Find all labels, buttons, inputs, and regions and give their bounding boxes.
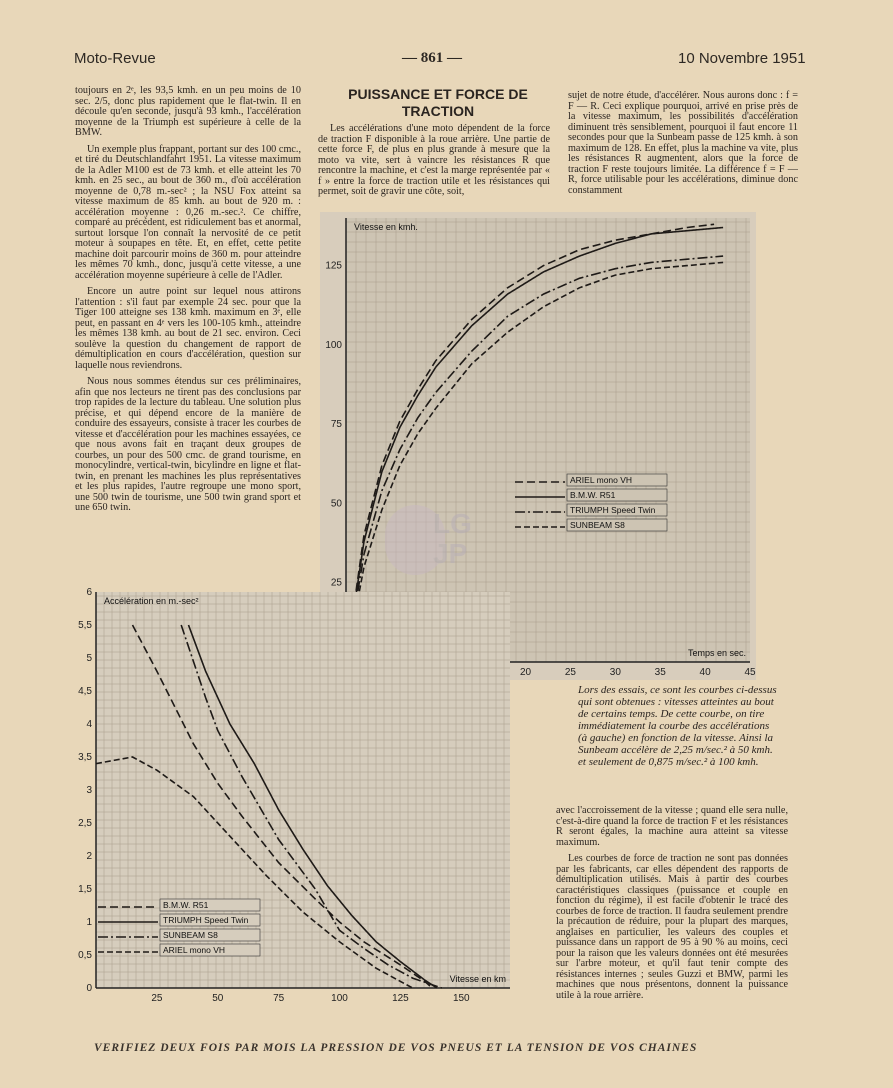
- x-tick-label: 25: [151, 993, 163, 1003]
- paragraph: Les courbes de force de traction ne sont pas données par les fabricants, car elles dépendent des rapports de démultiplication utilisés. Mais à partir des courbes caractéristiques classiques (puissance et couple en fonction du régime), il est facile d'obtenir le tracé des courbes de force de traction. Il faudra seulement prendre la précaution de réduire, pour la plupart des marques, anglaises en particulier, les valeurs des couples et puissance dans un rapport de 95 à 90 % au moins, ceci pour la raison que les valeurs données ont été mesurées sur l'arbre moteur, et qu'il faut tenir compte des résistances internes ; seules Guzzi et BMW, parmi les machines que nous présentons, donnent la puissance utile à la roue arrière.: [556, 853, 788, 1001]
- chart-caption: Lors des essais, ce sont les courbes ci-dessus qui sont obtenues : vitesses atteintes au bout de certains temps. De cette courbe, on tire immédiatement la courbe des accélérations (à gauche) en fonction de la vitesse. Ainsi la Sunbeam accélère de 2,25 m/sec.² à 50 kmh. et seulement de 0,875 m/sec.² à 100 kmh.: [578, 684, 777, 768]
- y-tick-label: 4: [86, 719, 92, 730]
- left-column: [75, 86, 301, 520]
- legend-label: SUNBEAM S8: [570, 520, 625, 530]
- right-column-lower: [556, 806, 788, 1007]
- x-tick-label: 35: [654, 667, 666, 678]
- x-tick-label: 25: [564, 667, 577, 678]
- legend-label: TRIUMPH Speed Twin: [163, 915, 249, 925]
- issue-date: 10 Novembre 1951: [678, 50, 806, 67]
- y-tick-label: 75: [330, 419, 342, 431]
- paragraph: toujours en 2ᵉ, les 93,5 kmh. en un peu moins de 10 sec. 2/5, donc plus rapidement que le flat-twin. Il en découle qu'en seconde, jusqu'à 93 kmh., l'accélération moyenne de la Triumph est supérieure à celle de la BMW.: [75, 85, 301, 138]
- paragraph: Un exemple plus frappant, portant sur des 100 cmc., et tiré du Deutschlandfahrt 1951. La vitesse maximum de la Adler M100 est de 73 kmh. et elle atteint les 70 kmh. en 25 sec., au bout de 360 m., d'où accélération moyenne de 0,78 m.-sec² ; la NSU Fox atteint sa vitesse maximum de 85 kmh. au bout de 920 m. : accélération moyenne : 0,26 m.-sec.². Ce chiffre, comparé au précédent, est ridiculement bas et anormal, surtout lorsque l'on connaît la nervosité de ce petit moteur à soupapes en tête. Et, en effet, cette petite machine doit parcourir moins de 360 m. pour atteindre les mêmes 70 kmh., donc, jusqu'à cette vitesse, a une accélération moyenne supérieure à celle de l'Adler.: [75, 143, 301, 281]
- x-tick-label: 50: [212, 993, 224, 1003]
- y-tick-label: 2,5: [78, 818, 92, 829]
- legend-label: SUNBEAM S8: [163, 930, 218, 940]
- middle-column: [318, 124, 550, 204]
- acceleration-chart-svg: [70, 588, 510, 1003]
- y-tick-label: 1,5: [78, 884, 92, 895]
- legend-label: ARIEL mono VH: [570, 475, 633, 485]
- acceleration-chart: [70, 588, 510, 1003]
- x-tick-label: 20: [519, 667, 532, 678]
- x-tick-label: 45: [744, 667, 756, 678]
- y-tick-label: 125: [325, 260, 342, 272]
- y-axis-label: Vitesse en kmh.: [354, 222, 418, 232]
- paragraph: Les accélérations d'une moto dépendent de la force de traction F disponible à la roue arrière. Une partie de cette force F, de plus en plus grande à mesure que la moto va vite, sert à vaincre les résistances R que rencontre la machine, et c'est la marge représentée par « f » entre la force de traction utile et les résistances qui permet, soit de gravir une côte, soit,: [318, 123, 550, 197]
- legend-label: TRIUMPH Speed Twin: [570, 505, 656, 515]
- legend-label: B.M.W. R51: [163, 900, 209, 910]
- y-axis-label: Accélération en m.-sec²: [104, 596, 199, 606]
- y-tick-label: 5,5: [78, 620, 92, 631]
- paragraph: Nous nous sommes étendus sur ces préliminaires, afin que nos lecteurs ne tirent pas des conclusions par trop rapides de la lecture du tableau. Une solution plus précise, et qui dépend encore de la manière de conduire des essayeurs, consiste à tracer les courbes de vitesse et d'accélération pour les machines essayées, ce que nous avons fait en traçant deux groupes de courbes, un pour des 500 cmc. de grand tourisme, en monocylindre, vertical-twin, bicylindre en ligne et flat-twin, en prenant les machines les plus représentatives et les plus rapides, l'autre regroupe une mono sport, une 500 twin de tourisme, une 500 twin grand sport et une 650 twin.: [75, 376, 301, 513]
- paragraph: sujet de notre étude, d'accélérer. Nous aurons donc : f = F — R. Ceci explique pourquoi, arrivé en prise près de la vitesse maximum, les possibilités d'accélération diminuent très sensiblement, pourquoi il faut encore 11 secondes pour que la Sunbeam passe de 125 kmh. à son maximum de 128. En effet, plus la machine va vite, plus les résistances R augmentent, alors que la force de traction F reste toujours limitée. La différence f = F — R, force utilisable pour les accélérations, diminue donc constamment: [568, 90, 798, 196]
- page-number: — 861 —: [402, 50, 462, 66]
- y-tick-label: 1: [86, 917, 92, 928]
- x-tick-label: 100: [331, 993, 348, 1003]
- watermark-text: LG JP: [433, 508, 472, 569]
- y-tick-label: 5: [86, 653, 92, 664]
- watermark-logo: [385, 495, 505, 585]
- legend-label: B.M.W. R51: [570, 490, 616, 500]
- x-tick-label: 30: [609, 667, 621, 678]
- section-title: PUISSANCE ET FORCE DE TRACTION: [348, 86, 528, 119]
- y-tick-label: 3: [86, 785, 92, 796]
- legend-label: ARIEL mono VH: [163, 945, 226, 955]
- x-tick-label: 40: [699, 667, 711, 678]
- y-tick-label: 3,5: [78, 752, 92, 763]
- x-tick-label: 150: [452, 993, 470, 1003]
- y-tick-label: 4,5: [78, 686, 92, 697]
- y-tick-label: 50: [330, 498, 342, 510]
- y-tick-label: 0,5: [78, 950, 92, 961]
- journal-name: Moto-Revue: [74, 50, 156, 67]
- paragraph: Encore un autre point sur lequel nous attirons l'attention : s'il faut par exemple 24 sec. pour que la Tiger 100 atteigne ses 138 kmh. maximum en 3ᵉ, elle peut, en passant en 4ᵉ vers les 100-105 kmh., atteindre les mêmes 138 kmh. au bout de 21 sec. environ. Ceci soulève la question du changement de rapport de démultiplication en cours d'accélération, question sur laquelle nous reviendrons.: [75, 286, 301, 371]
- right-column: [568, 91, 798, 202]
- x-tick-label: 125: [392, 993, 409, 1003]
- x-axis-label: Temps en sec.: [687, 648, 746, 658]
- y-tick-label: 100: [325, 339, 342, 351]
- paragraph: avec l'accroissement de la vitesse ; quand elle sera nulle, c'est-à-dire quand la force de traction F et les résistances R seront égales, la machine aura atteint sa vitesse maximum.: [556, 805, 788, 848]
- y-tick-label: 0: [86, 983, 92, 994]
- y-tick-label: 6: [86, 588, 92, 598]
- x-axis-label: Vitesse en km: [449, 974, 506, 984]
- y-tick-label: 2: [86, 851, 92, 862]
- x-tick-label: 75: [273, 993, 285, 1003]
- footer-slogan: VERIFIEZ DEUX FOIS PAR MOIS LA PRESSION DE VOS PNEUS ET LA TENSION DE VOS CHAINES: [94, 1042, 698, 1054]
- y-tick-label: 25: [330, 577, 342, 589]
